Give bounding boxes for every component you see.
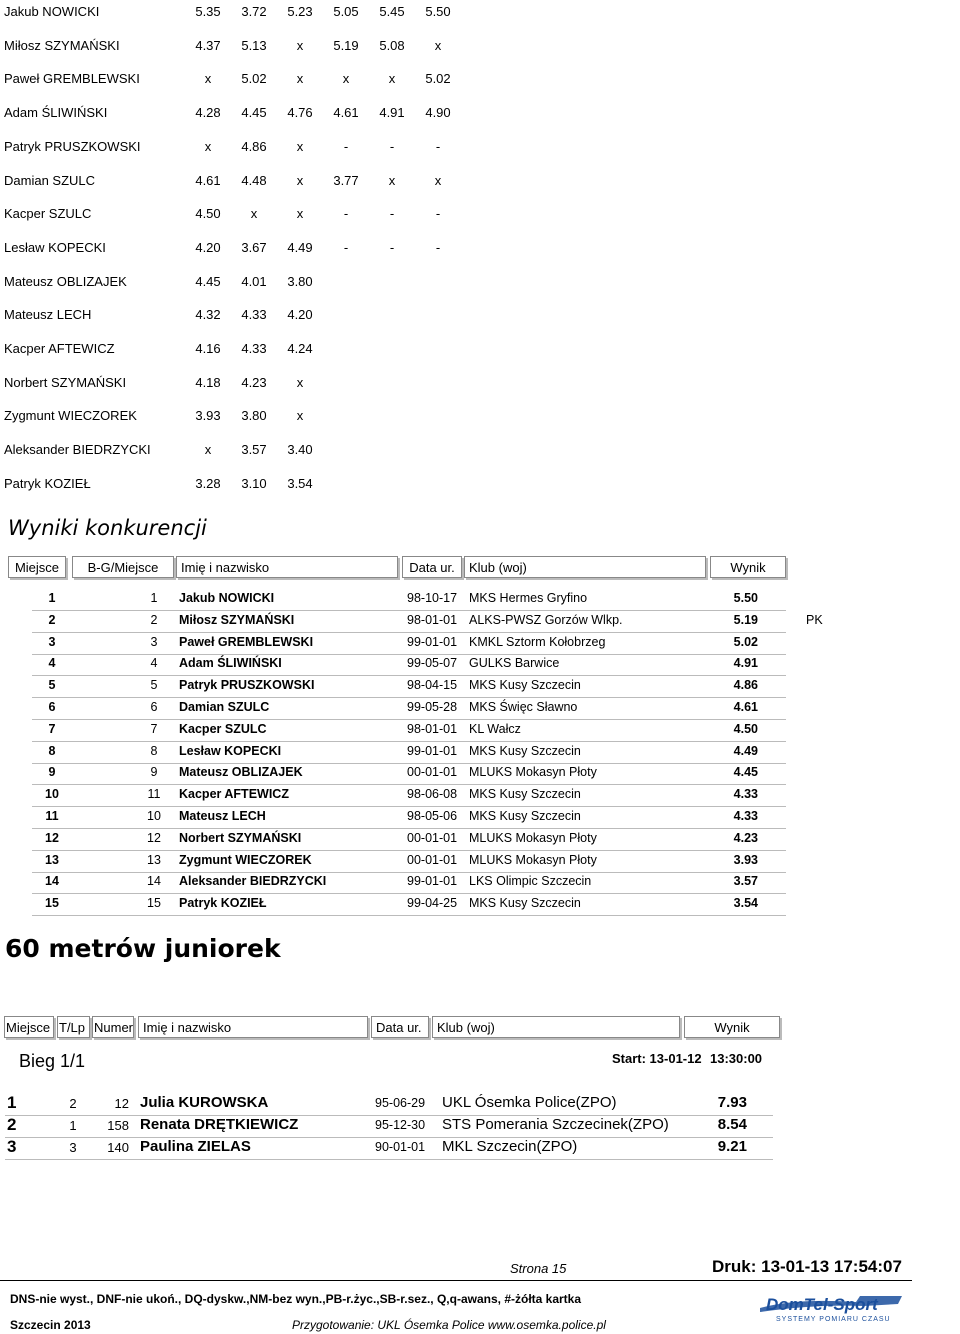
athlete-name: Mateusz LECH: [4, 307, 92, 323]
result-row: [32, 719, 786, 742]
athlete-name: Kacper AFTEWICZ: [4, 341, 115, 356]
athlete-name: Mateusz OBLIZAJEK: [4, 273, 127, 289]
heat-row: [5, 1115, 773, 1138]
attempt-value: 3.57: [241, 442, 267, 458]
result-row: [32, 675, 786, 698]
attempt-value: 4.49: [287, 239, 313, 255]
attempt-value: 4.20: [287, 307, 313, 323]
attempt-value: 3.72: [241, 4, 267, 19]
result-value: 3.93: [733, 852, 758, 867]
result-name: Mateusz LECH: [179, 809, 266, 823]
result-place: 13: [45, 852, 59, 867]
heat-lane: 3: [69, 1140, 77, 1155]
heat-number: 140: [107, 1140, 129, 1155]
result-dob: 99-01-01: [407, 634, 458, 649]
attempt-value: 3.40: [287, 442, 313, 458]
result-bg-place: 12: [147, 830, 161, 845]
result-dob: 00-01-01: [407, 852, 458, 867]
attempt-value: 4.37: [195, 37, 221, 53]
attempt-value: 5.45: [379, 4, 405, 19]
result-row: [32, 828, 786, 851]
attempt-value: 5.23: [287, 4, 313, 19]
attempt-value: 5.35: [195, 4, 221, 19]
result-row: [32, 741, 786, 764]
result-row: [32, 653, 786, 676]
result-value: 4.33: [733, 787, 758, 802]
attempt-value: x: [296, 138, 304, 154]
result-place: 6: [48, 700, 56, 714]
result-row: [32, 632, 786, 655]
attempt-value: x: [296, 206, 304, 222]
attempt-value: 3.28: [195, 475, 221, 491]
heat-dob: 90-01-01: [375, 1140, 426, 1154]
result-place: 15: [45, 896, 59, 911]
result-place: 7: [48, 721, 56, 736]
header-name: Imię i nazwisko: [138, 1016, 368, 1038]
result-dob: 99-05-28: [407, 700, 458, 714]
attempt-value: 4.28: [195, 105, 221, 121]
result-value: 4.23: [733, 830, 758, 845]
result-place: 5: [48, 678, 56, 693]
header-result: Wynik: [684, 1016, 780, 1038]
attempt-row: [0, 206, 460, 224]
result-row: [32, 697, 786, 720]
attempt-value: 5.02: [241, 71, 267, 87]
header-number: Numer: [92, 1016, 134, 1038]
result-name: Adam ŚLIWIŃSKI: [179, 656, 282, 671]
result-bg-place: 1: [150, 591, 158, 605]
header-place: Miejsce: [4, 1016, 54, 1038]
logo-subtitle: SYSTEMY POMIARU CZASU: [776, 1316, 891, 1323]
header-name: Imię i nazwisko: [176, 556, 398, 578]
attempt-value: 4.45: [241, 105, 267, 121]
result-club: MLUKS Mokasyn Płoty: [469, 765, 597, 780]
page-number: Strona 15: [510, 1261, 567, 1276]
heat-row: [5, 1137, 773, 1160]
attempt-value: 3.54: [287, 475, 313, 491]
athlete-name: Paweł GREMBLEWSKI: [4, 71, 140, 87]
heat-start-label: Start: 13-01-12: [612, 1051, 702, 1066]
result-place: 11: [45, 809, 59, 823]
attempt-value: 4.33: [241, 341, 267, 356]
heat-dob: 95-06-29: [375, 1096, 426, 1110]
attempt-value: 5.19: [333, 37, 359, 53]
attempt-value: x: [296, 37, 304, 53]
result-value: 3.54: [733, 896, 758, 911]
result-dob: 99-01-01: [407, 743, 458, 758]
attempt-row: [0, 240, 460, 258]
attempt-value: x: [296, 374, 304, 390]
result-name: Norbert SZYMAŃSKI: [179, 830, 302, 845]
result-name: Kacper SZULC: [179, 721, 267, 736]
attempt-value: 4.91: [379, 105, 405, 121]
attempt-value: 4.32: [195, 307, 221, 323]
result-value: 4.91: [733, 656, 758, 671]
attempt-value: 4.76: [287, 105, 313, 121]
attempt-value: x: [342, 71, 350, 87]
heat-place: 2: [7, 1115, 17, 1134]
result-bg-place: 10: [147, 809, 161, 823]
result-row: [32, 871, 786, 894]
result-value: 5.02: [733, 634, 758, 649]
heat-lane: 2: [69, 1096, 77, 1111]
attempt-value: 3.77: [333, 172, 359, 188]
attempt-value: 4.48: [241, 172, 267, 188]
attempt-value: x: [204, 442, 212, 458]
attempt-value: 5.13: [241, 37, 267, 53]
result-club: MKS Kusy Szczecin: [469, 743, 581, 758]
attempt-value: -: [435, 206, 441, 222]
result-club: ALKS-PWSZ Gorzów Wlkp.: [469, 612, 623, 627]
result-place: 3: [48, 634, 56, 649]
attempt-value: 5.02: [425, 71, 451, 87]
result-dob: 99-05-07: [407, 656, 458, 671]
heat-club: STS Pomerania Szczecinek(ZPO): [442, 1116, 669, 1133]
attempt-value: 4.61: [333, 105, 359, 121]
attempt-value: 3.10: [241, 475, 267, 491]
result-place: 12: [45, 830, 59, 845]
attempt-row: [0, 173, 460, 191]
heat-club: MKL Szczecin(ZPO): [442, 1138, 578, 1155]
result-row: [32, 893, 786, 916]
attempt-row: [0, 476, 460, 494]
result-club: MKS Kusy Szczecin: [469, 809, 581, 823]
result-club: MLUKS Mokasyn Płoty: [469, 830, 597, 845]
attempt-value: 4.18: [195, 374, 221, 390]
result-bg-place: 6: [150, 700, 158, 714]
header-lane: T/Lp: [57, 1016, 90, 1038]
heat-title: Bieg 1/1: [19, 1051, 86, 1071]
athlete-name: Norbert SZYMAŃSKI: [4, 374, 127, 390]
attempt-value: 3.67: [241, 239, 267, 255]
result-dob: 99-01-01: [407, 874, 458, 889]
result-dob: 98-06-08: [407, 787, 458, 802]
result-note: PK: [806, 612, 823, 627]
result-name: Paweł GREMBLEWSKI: [179, 634, 314, 649]
result-dob: 98-01-01: [407, 721, 458, 736]
attempt-value: 4.86: [241, 138, 267, 154]
header-bg-place: B-G/Miejsce: [72, 556, 174, 578]
result-bg-place: 9: [150, 765, 158, 780]
result-dob: 98-01-01: [407, 612, 458, 627]
result-row: [32, 610, 823, 633]
athlete-name: Aleksander BIEDRZYCKI: [4, 442, 151, 458]
heat-club: UKL Ósemka Police(ZPO): [442, 1094, 617, 1111]
attempt-value: x: [250, 206, 258, 222]
result-place: 9: [48, 765, 56, 780]
logo-text: DomTel-Sport: [766, 1295, 878, 1314]
header-place: Miejsce: [8, 556, 66, 578]
header-dob: Data ur.: [371, 1016, 429, 1038]
print-date: Druk: 13-01-13 17:54:07: [712, 1257, 902, 1276]
result-row: [32, 762, 786, 785]
result-bg-place: 8: [150, 743, 158, 758]
attempt-value: -: [389, 239, 395, 255]
attempt-value: 5.08: [379, 37, 405, 53]
athlete-name: Miłosz SZYMAŃSKI: [4, 37, 120, 53]
result-club: MKS Kusy Szczecin: [469, 678, 581, 693]
attempt-value: -: [343, 206, 349, 222]
results-title: Wyniki konkurencji: [8, 516, 207, 540]
attempt-row: [0, 139, 460, 157]
attempt-value: x: [434, 172, 442, 188]
result-bg-place: 4: [150, 656, 158, 671]
heat-name: Paulina ZIELAS: [140, 1138, 251, 1155]
attempt-value: 4.50: [195, 206, 221, 222]
attempt-value: 4.16: [195, 341, 221, 356]
heat-result: 8.54: [717, 1116, 747, 1133]
attempt-row: [0, 375, 460, 393]
footer-divider: [0, 1280, 912, 1281]
result-place: 14: [45, 874, 59, 889]
result-value: 5.19: [733, 612, 758, 627]
result-name: Patryk KOZIEŁ: [179, 896, 267, 911]
result-club: MKS Kusy Szczecin: [469, 896, 581, 911]
result-row: [32, 806, 786, 829]
legend: DNS-nie wyst., DNF-nie ukoń., DQ-dyskw.,NM-bez wyn.,PB-r.życ.,SB-r.sez., Q,q-awans, #-żółta kartka: [10, 1292, 582, 1306]
attempt-row: [0, 274, 460, 292]
result-place: 1: [48, 591, 56, 605]
attempt-value: 5.05: [333, 4, 359, 19]
logo: [756, 1290, 906, 1329]
attempt-value: x: [296, 172, 304, 188]
attempt-value: -: [389, 138, 395, 154]
athlete-name: Patryk KOZIEŁ: [4, 475, 91, 491]
result-value: 4.45: [733, 765, 758, 780]
attempt-value: 4.24: [287, 341, 313, 356]
result-dob: 00-01-01: [407, 765, 458, 780]
result-bg-place: 14: [147, 874, 161, 889]
attempt-value: 4.20: [195, 239, 221, 255]
result-value: 5.50: [733, 591, 758, 605]
attempt-value: 4.23: [241, 374, 267, 390]
attempt-row: [0, 38, 460, 56]
attempt-value: 4.61: [195, 172, 221, 188]
place-year: Szczecin 2013: [10, 1318, 91, 1332]
result-name: Kacper AFTEWICZ: [179, 787, 289, 802]
attempt-row: [0, 307, 460, 325]
result-club: MKS Hermes Gryfino: [469, 591, 588, 605]
athlete-name: Kacper SZULC: [4, 206, 92, 222]
attempt-value: 3.80: [241, 408, 267, 424]
heat-place: 3: [7, 1137, 17, 1156]
prepared-by: Przygotowanie: UKL Ósemka Police www.osemka.police.pl: [292, 1318, 606, 1332]
result-club: GULKS Barwice: [469, 656, 560, 671]
result-value: 4.86: [733, 678, 758, 693]
result-name: Aleksander BIEDRZYCKI: [179, 874, 327, 889]
heat-row: [5, 1093, 773, 1116]
result-club: LKS Olimpic Szczecin: [469, 874, 592, 889]
result-name: Zygmunt WIECZOREK: [179, 852, 312, 867]
header-result: Wynik: [710, 556, 786, 578]
attempt-row: [0, 341, 460, 359]
athlete-name: Jakub NOWICKI: [4, 4, 100, 19]
attempt-value: 4.01: [241, 273, 267, 289]
result-row: [32, 784, 786, 807]
result-dob: 00-01-01: [407, 830, 458, 845]
result-club: MKS Święc Sławno: [469, 700, 578, 714]
athlete-name: Adam ŚLIWIŃSKI: [4, 105, 108, 121]
attempt-value: 3.93: [195, 408, 221, 424]
heat-dob: 95-12-30: [375, 1118, 426, 1132]
heat-result: 9.21: [717, 1138, 747, 1155]
result-value: 4.49: [733, 743, 758, 758]
result-club: KL Wałcz: [469, 721, 521, 736]
header-dob: Data ur.: [402, 556, 462, 578]
attempt-value: -: [389, 206, 395, 222]
result-club: KMKL Sztorm Kołobrzeg: [469, 634, 606, 649]
header-club: Klub (woj): [464, 556, 706, 578]
result-row: [32, 850, 786, 873]
heat-result: 7.93: [717, 1094, 747, 1111]
result-place: 2: [48, 612, 56, 627]
result-dob: 98-04-15: [407, 678, 458, 693]
result-row: [32, 588, 786, 611]
attempt-value: 4.90: [425, 105, 451, 121]
result-place: 8: [48, 743, 56, 758]
attempt-row: [0, 105, 460, 123]
heat-number: 12: [114, 1096, 129, 1111]
athlete-name: Lesław KOPECKI: [4, 239, 106, 255]
result-name: Patryk PRUSZKOWSKI: [179, 678, 315, 693]
attempt-value: x: [388, 172, 396, 188]
result-bg-place: 15: [147, 896, 161, 911]
attempt-row: [0, 408, 460, 426]
attempt-value: x: [204, 71, 212, 87]
result-bg-place: 5: [150, 678, 158, 693]
attempt-value: -: [435, 138, 441, 154]
athlete-name: Patryk PRUSZKOWSKI: [4, 138, 141, 154]
heat-start-time: 13:30:00: [710, 1051, 763, 1066]
result-value: 4.33: [733, 809, 758, 823]
attempt-value: x: [434, 37, 442, 53]
result-name: Lesław KOPECKI: [179, 743, 282, 758]
header-club: Klub (woj): [432, 1016, 680, 1038]
heat-name: Julia KUROWSKA: [140, 1094, 269, 1111]
logo-icon: [756, 1290, 906, 1324]
heat-name: Renata DRĘTKIEWICZ: [140, 1116, 299, 1133]
result-bg-place: 13: [147, 852, 161, 867]
athlete-name: Zygmunt WIECZOREK: [4, 408, 137, 424]
result-place: 4: [48, 656, 56, 671]
result-place: 10: [45, 787, 59, 802]
result-name: Damian SZULC: [179, 700, 270, 714]
attempt-value: x: [388, 71, 396, 87]
result-bg-place: 3: [150, 634, 158, 649]
attempt-value: 4.33: [241, 307, 267, 323]
attempt-value: x: [204, 138, 212, 154]
attempt-value: x: [296, 71, 304, 87]
result-bg-place: 11: [147, 787, 161, 802]
attempt-value: x: [296, 408, 304, 424]
result-club: MKS Kusy Szczecin: [469, 787, 581, 802]
result-bg-place: 2: [150, 612, 158, 627]
attempt-row: [0, 71, 460, 89]
result-dob: 98-05-06: [407, 809, 458, 823]
result-value: 4.61: [733, 700, 758, 714]
heat-number: 158: [107, 1118, 129, 1133]
result-name: Miłosz SZYMAŃSKI: [179, 612, 295, 627]
result-dob: 98-10-17: [407, 591, 458, 605]
attempt-value: -: [343, 138, 349, 154]
result-club: MLUKS Mokasyn Płoty: [469, 852, 597, 867]
attempt-value: 4.45: [195, 273, 221, 289]
attempt-value: 5.50: [425, 4, 451, 19]
result-value: 4.50: [733, 721, 758, 736]
attempt-value: -: [435, 239, 441, 255]
result-bg-place: 7: [150, 721, 158, 736]
event-title: 60 metrów juniorek: [5, 934, 281, 963]
result-name: Mateusz OBLIZAJEK: [179, 765, 303, 780]
attempt-value: -: [343, 239, 349, 255]
result-name: Jakub NOWICKI: [179, 591, 275, 605]
heat-lane: 1: [69, 1118, 77, 1133]
result-value: 3.57: [733, 874, 758, 889]
attempt-value: 3.80: [287, 273, 313, 289]
attempt-row: [0, 4, 460, 22]
result-dob: 99-04-25: [407, 896, 458, 911]
attempt-row: [0, 442, 460, 460]
heat-place: 1: [7, 1093, 17, 1112]
athlete-name: Damian SZULC: [4, 172, 96, 188]
